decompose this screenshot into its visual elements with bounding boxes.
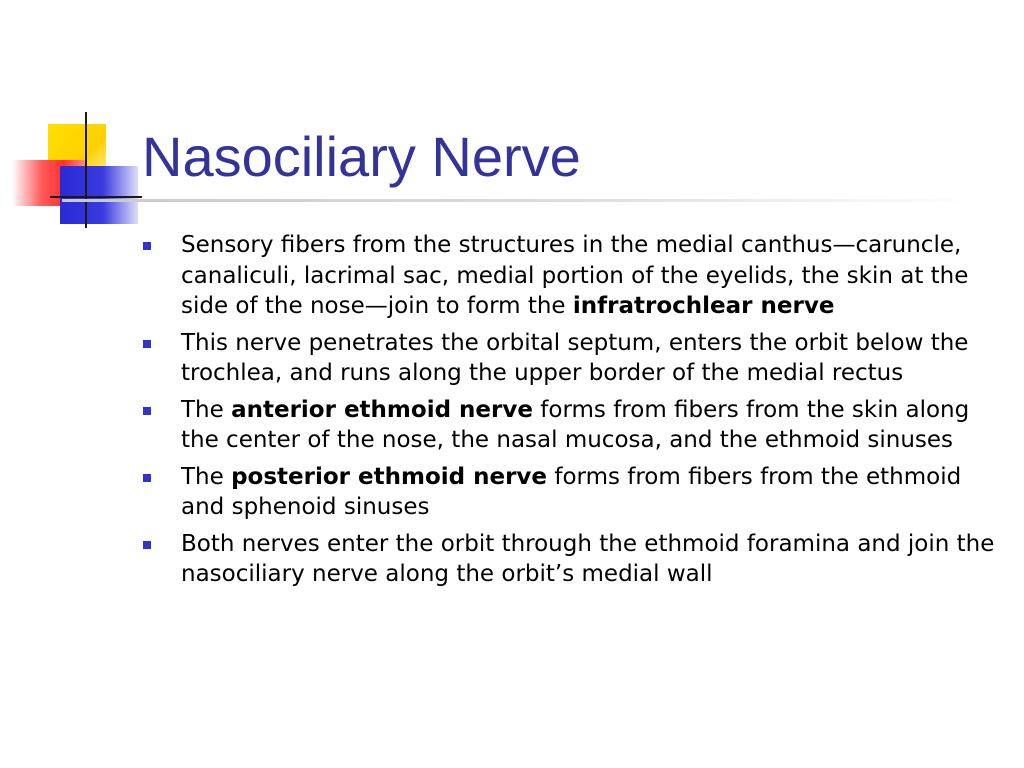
bullet-square-icon xyxy=(143,541,151,549)
decorative-squares-logo xyxy=(0,0,150,240)
bullet-bold-term: anterior ethmoid nerve xyxy=(231,396,533,423)
bullet-text-after: forms from fibers from the ethmoid and sphenoid sinuses xyxy=(181,463,962,520)
bullet-item-3 xyxy=(181,395,996,456)
bullet-text: This nerve penetrates the orbital septum, enters the orbit below the trochlea, and runs along the upper border of the medial rectus xyxy=(181,329,969,386)
bullet-item-2 xyxy=(181,328,996,389)
logo-horizontal-line xyxy=(50,196,142,198)
bullet-list xyxy=(181,230,996,596)
slide-title: Nasociliary Nerve xyxy=(142,125,581,188)
bullet-text-after: forms from fibers from the skin along the center of the nose, the nasal mucosa, and the ethmoid sinuses xyxy=(181,396,970,453)
bullet-item-4 xyxy=(181,462,996,523)
logo-vertical-line xyxy=(85,112,87,228)
bullet-text: Both nerves enter the orbit through the ethmoid foramina and join the nasociliary nerve along the orbit’s medial wall xyxy=(181,530,995,587)
bullet-square-icon xyxy=(143,474,151,482)
bullet-bold-term: infratrochlear nerve xyxy=(572,293,835,319)
bullet-square-icon xyxy=(143,340,151,348)
blue-square-decoration xyxy=(60,166,138,224)
bullet-square-icon xyxy=(143,407,151,415)
bullet-item-5 xyxy=(181,529,996,590)
bullet-text: The xyxy=(181,463,232,490)
bullet-text: The xyxy=(181,396,232,423)
bullet-bold-term: posterior ethmoid nerve xyxy=(231,463,548,490)
title-underline xyxy=(62,199,982,202)
bullet-item-1 xyxy=(181,230,996,322)
bullet-text: Sensory fibers from the structures in the medial canthus—caruncle, canaliculi, lacrimal sac, medial portion of the eyelids, the skin at the side of the nose—join to form the xyxy=(181,232,969,319)
bullet-square-icon xyxy=(143,242,151,250)
